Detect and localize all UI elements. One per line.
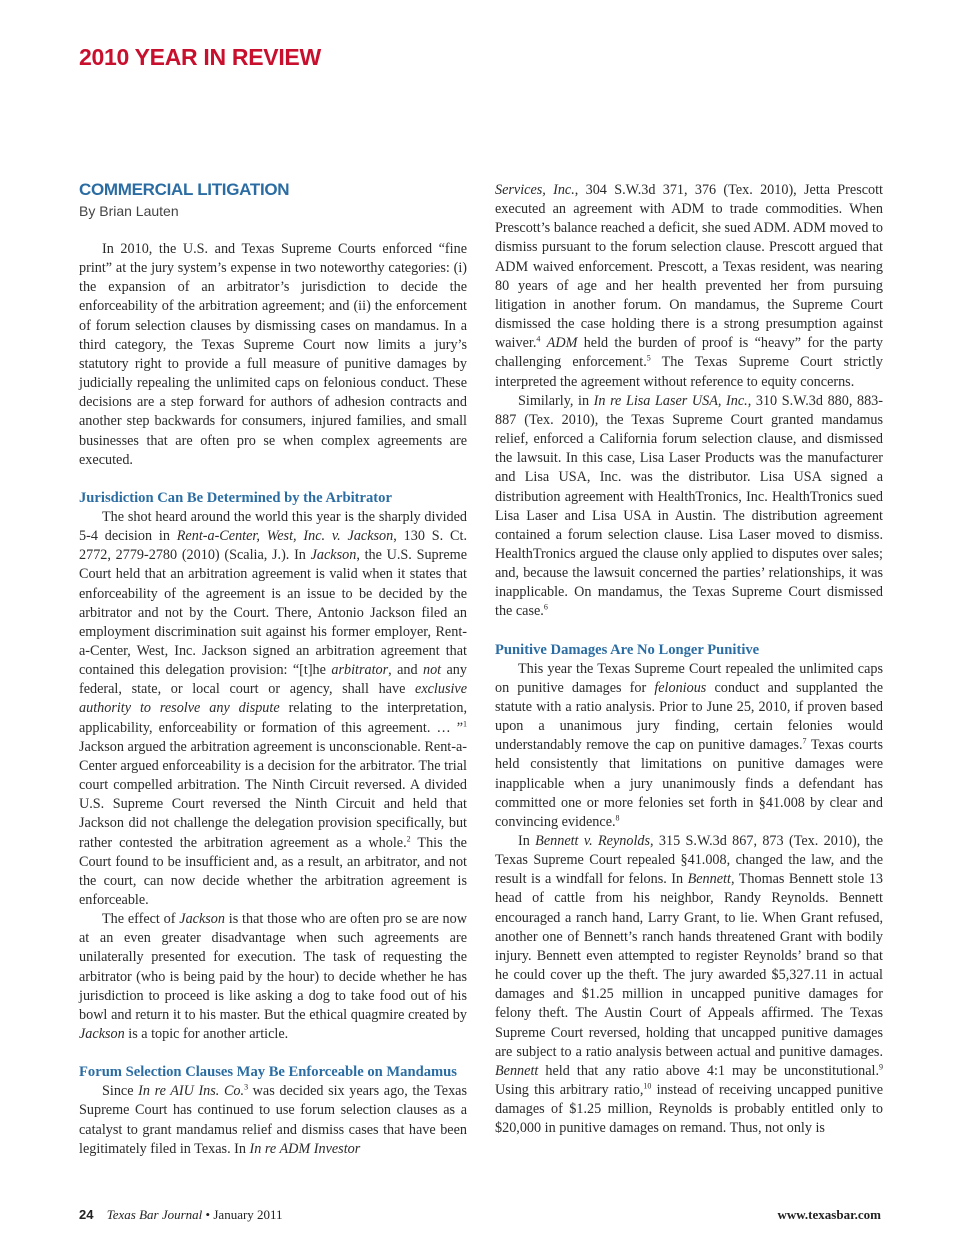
lisa-laser-paragraph: Similarly, in In re Lisa Laser USA, Inc., 310 S.W.3d 880, 883-887 (Tex. 2010), the Texas Supreme Court granted mandamus relief, enforced a California forum selection clause, and dismissed the lawsuit. In this case, Lisa Laser Products was the manufacturer and Lisa USA, Inc. was the distributor. Lisa USA signed a distribution agreement with HealthTronics, Inc. HealthTronics sued Lisa Laser and Lisa USA in Austin. The distribution agreement contained a forum selection clause. Lisa Laser moved to dismiss. HealthTronics argued the clause only applied to disputes over sales; and, because the lawsuit concerned the parties’ relationships, it was inapplicable. On mandamus, the Texas Supreme Court dismissed the case.$^6$	[495, 392, 884, 620]
footer-left	[79, 1207, 283, 1223]
page-number: 24	[79, 1207, 94, 1222]
section-banner: 2010 YEAR IN REVIEW	[79, 44, 321, 70]
jackson-paragraph: The shot heard around the world this year is the sharply divided 5-4 decision in Rent-a-Center, West, Inc. v. Jackson, 130 S. Ct. 2772, 2779-2780 (2010) (Scalia, J.). In Jackson, the U.S. Supreme Court held that an arbitration agreement is valid when it states that enforceability of the agreement is an issue to be decided by the arbitrator and not by the Court. There, Antonio Jackson filed an employment discrimination suit against his former employer, Rent-a-Center, West, Inc. Jackson signed an arbitration agreement that contained this delegation provision: “[t]he arbitrator, and not any federal, state, or local court or agency, shall have exclusive authority to resolve any dispute relating to the interpretation, applicability, enforceability or formation of this agreement. … ”$^1$ Jackson argued the arbitration agreement is unconscionable. Rent-a-Center argued enforceability is a decision for the arbitrator. The trial court compelled arbitration. The Ninth Circuit reversed. A divided U.S. Supreme Court reversed the Ninth Circuit and held that Jackson did not challenge the delegation provision specifically, but rather contested the arbitration agreement as a whole.$^2$ This the Court found to be insufficient and, as a result, an arbitrator, and not the court, can now decide whether the arbitration agreement is enforceable.	[79, 508, 468, 908]
forum-paragraph: Since In re AIU Ins. Co.$^3$ was decided six years ago, the Texas Supreme Court has continued to use forum selection clauses as a catalyst to grant mandamus relief and dismiss cases that have been legitimately filed in Texas. In In re ADM Investor	[79, 1082, 467, 1157]
intro-paragraph: In 2010, the U.S. and Texas Supreme Courts enforced “fine print” at the jury system’s expense in two noteworthy categories: (i) the expansion of an arbitrator’s jurisdiction to decide the enforceability of the arbitration agreement; and (ii) the enforcement of forum selection clauses by dismissing cases on mandamus. In a third category, the Texas Supreme Court now limits a jury’s statutory right to provide a full measure of punitive damages by judicially repealing the unlimited caps on felonious conduct. These decisions are a step forward for authors of adhesion contracts and another step backwards for consumers, injured families, and small businesses that are often pro se when complex agreements are executed.	[79, 241, 467, 468]
punitive-paragraph: This year the Texas Supreme Court repealed the unlimited caps on punitive damages for felonious conduct and supplanted the statute with a ratio analysis. Prior to June 25, 2010, if proven based upon a unanimous jury finding, certain felonies would understandably remove the cap on punitive damages.$^7$ Texas courts held consistently that limitations on punitive damages were inapplicable when a jury unanimously finds a defendant has committed one or more felonies set forth in §41.008 by clear and convincing evidence.$^8$	[495, 660, 883, 830]
subhead-punitive: Punitive Damages Are No Longer Punitive	[495, 641, 760, 658]
right-column	[495, 181, 883, 1139]
article-section-title: COMMERCIAL LITIGATION	[79, 180, 290, 199]
website-link[interactable]: www.texasbar.com	[777, 1207, 881, 1222]
subhead-forum: Forum Selection Clauses May Be Enforceable on Mandamus	[79, 1064, 457, 1081]
adm-paragraph: Services, Inc., 304 S.W.3d 371, 376 (Tex. 2010), Jetta Prescott executed an agreement with ADM to trade commodities. When Prescott’s balance reached a deficit, she sued ADM. ADM moved to dismiss pursuant to the forum selection clause. Prescott argued that ADM waived enforcement. Prescott, a Texas resident, was nearing 80 years of age and her health prevented her from pursuing litigation in another forum. On mandamus, the Supreme Court dismissed the case holding there is a strong presumption against waiver.$^4$ ADM held the burden of proof is “heavy” for the party challenging enforcement.$^5$ The Texas Supreme Court strictly interpreted the agreement without reference to equity concerns.	[495, 182, 884, 390]
issue-date: January 2011	[213, 1207, 283, 1222]
bennett-paragraph: In Bennett v. Reynolds, 315 S.W.3d 867, 873 (Tex. 2010), the Texas Supreme Court repealed §41.008, changed the law, and the result is a windfall for felons. In Bennett, Thomas Bennett stole 13 head of cattle from his neighbor, Randy Reynolds. Bennett encouraged a ranch hand, Larry Grant, to lie. When Grant refused, another one of Bennett’s ranch hands threatened Grant with bodily injury. Bennett even attempted to register Reynolds’ brand so that he could cover up the theft. The jury awarded $5,327.11 in actual damages and $1.25 million in uncapped punitive damages for felony theft. The Austin Court of Appeals affirmed. The Texas Supreme Court reversed, holding that uncapped punitive damages are subject to a ratio analysis between actual and punitive damages. Bennett held that any ratio above 4:1 may be unconstitutional.$^9$ Using this arbitrary ratio,$^{10}$ instead of receiving uncapped punitive damages of $1.25 million, Reynolds is probably entitled only to $20,000 in punitive damages on remand. Thus, not only is	[495, 833, 884, 1137]
byline: By Brian Lauten	[79, 203, 179, 219]
left-column	[79, 180, 467, 1159]
footer-separator: •	[205, 1207, 211, 1222]
effect-paragraph: The effect of Jackson is that those who are often pro se are now at an even greater disadvantage when such agreements are unilaterally presented for execution. The task of requesting the arbitrator (who is being paid by the hour) to decide whether he has jurisdiction to proceed is like asking a dog to take food out of his bowl and return it to his master. But the ethical quagmire created by Jackson is a topic for another article.	[79, 911, 467, 1043]
subhead-jurisdiction: Jurisdiction Can Be Determined by the Arbitrator	[79, 489, 392, 506]
journal-name: Texas Bar Journal	[106, 1207, 203, 1222]
